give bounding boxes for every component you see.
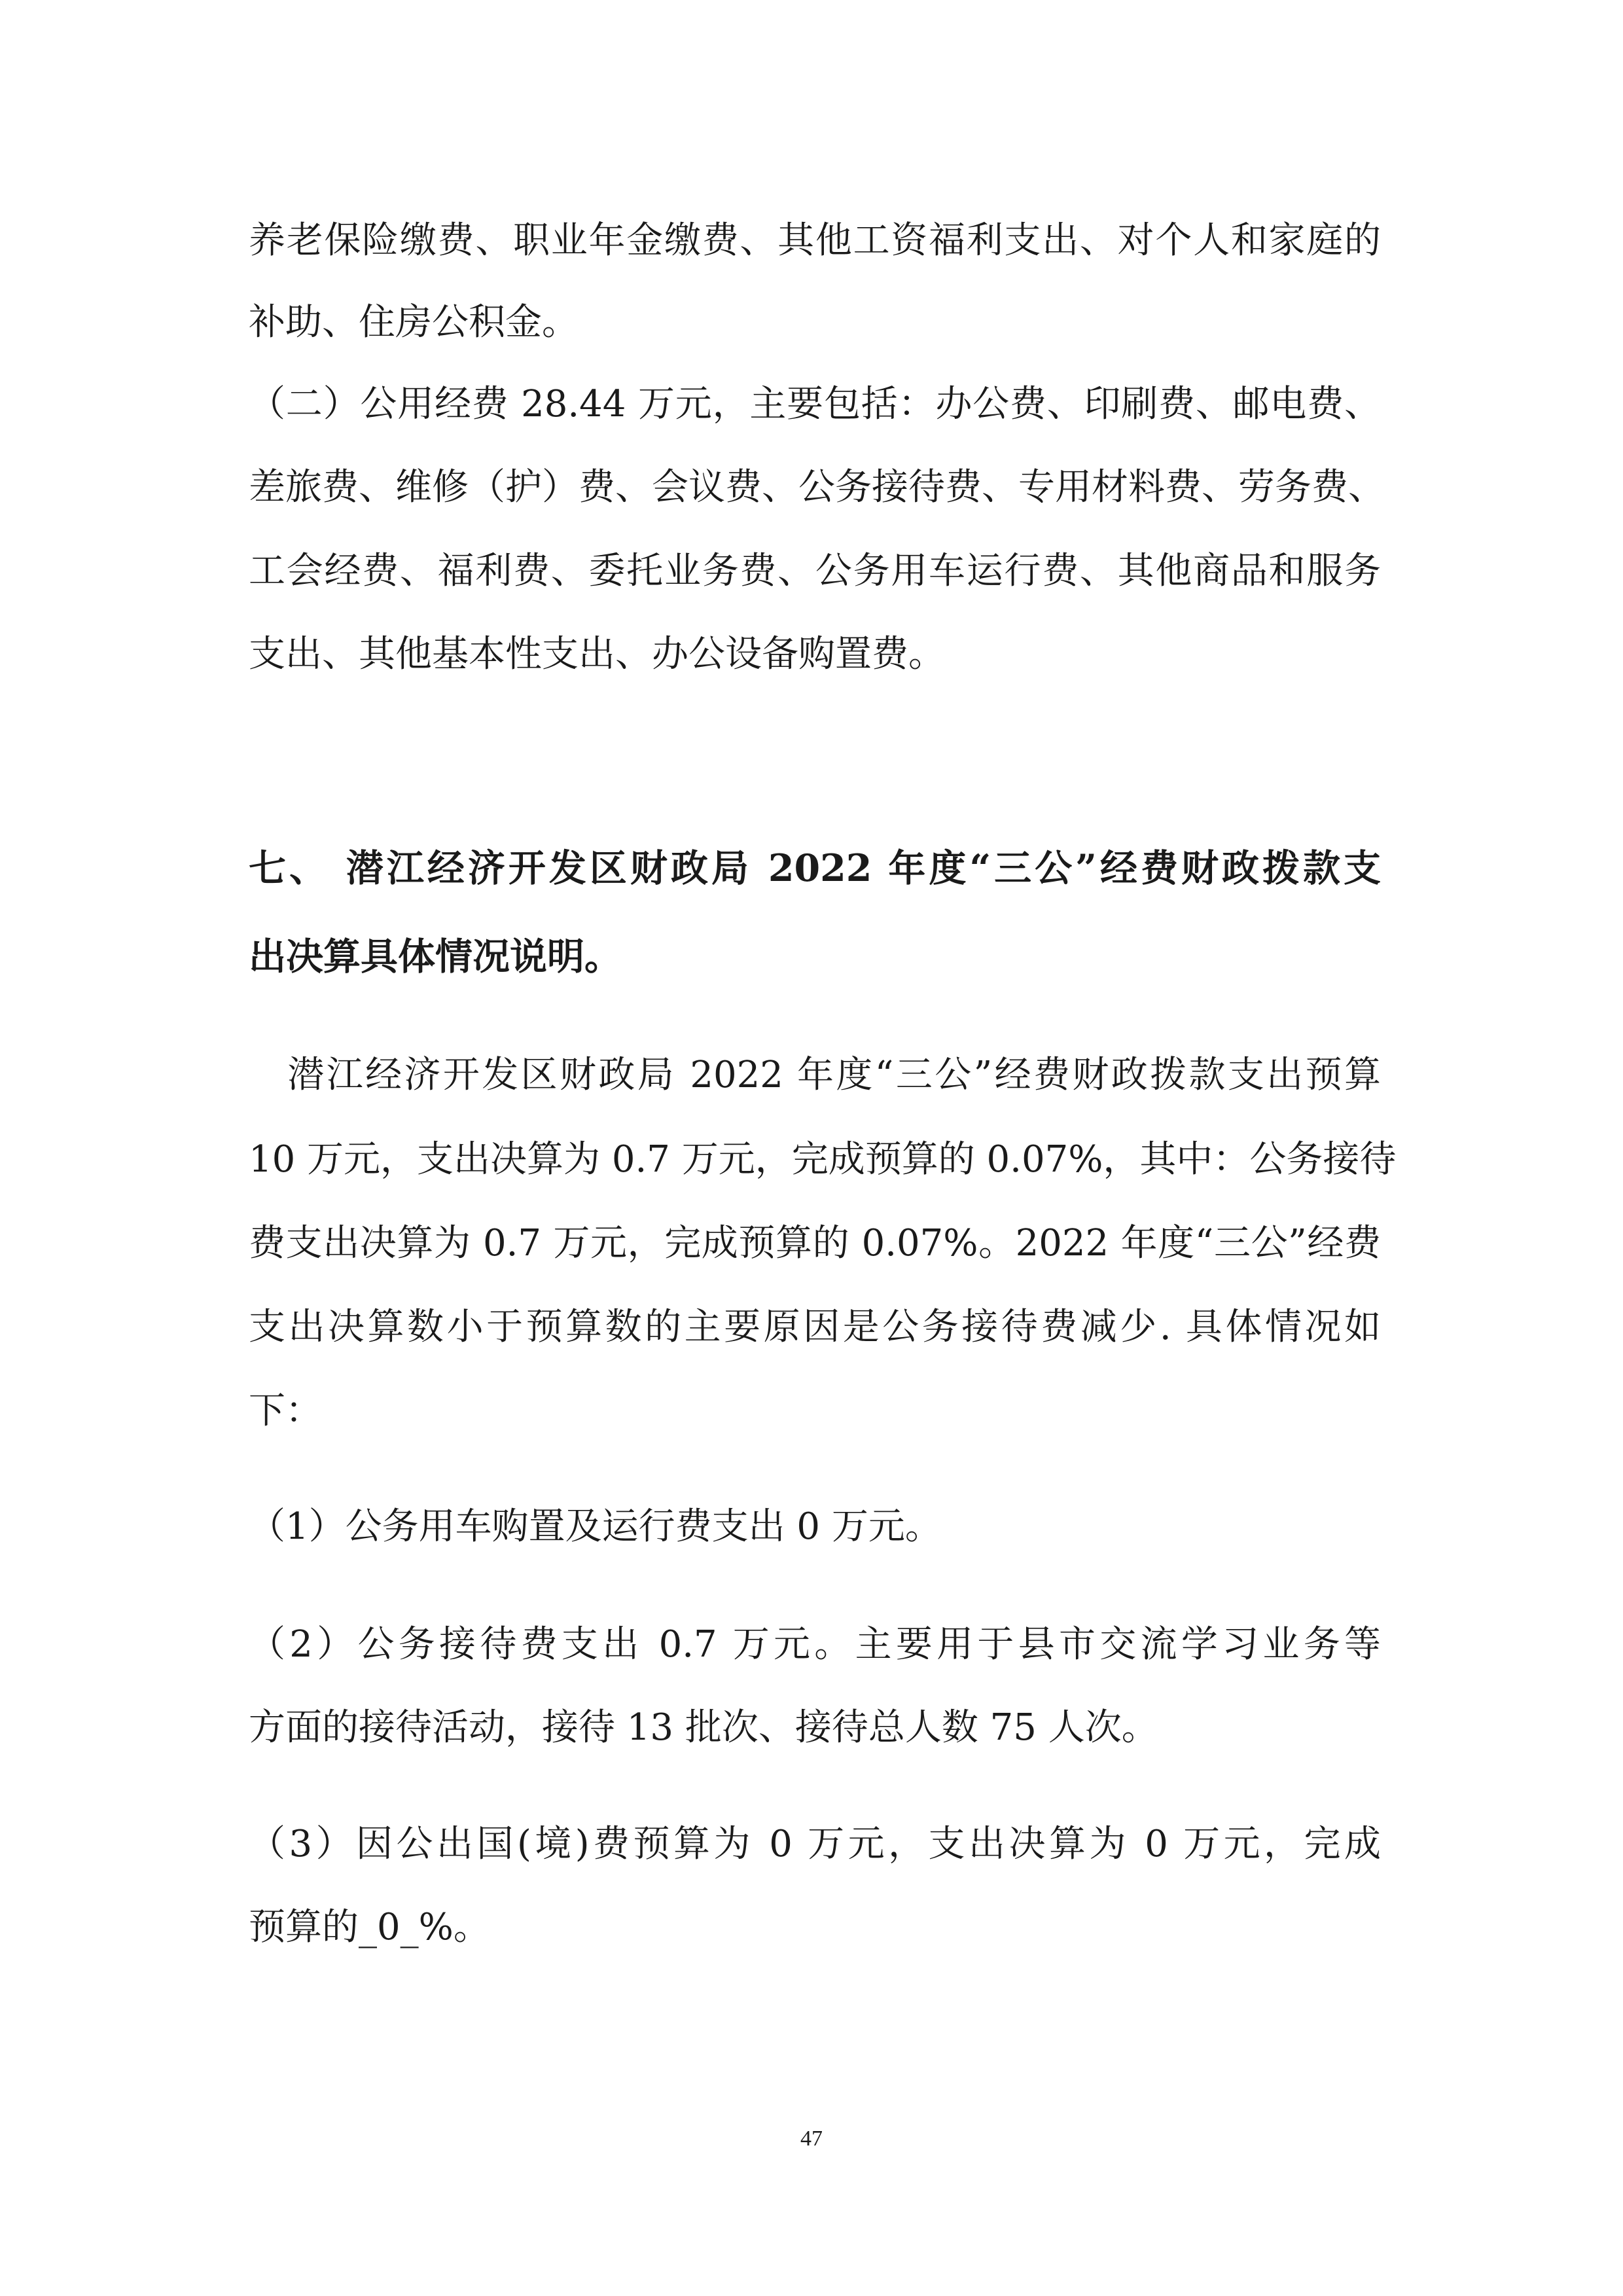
summary-line-5: 下： <box>249 1390 322 1432</box>
public-expenses-line-4: 支出、其他基本性支出、办公设备购置费。 <box>249 633 945 675</box>
intro-line-2: 补助、住房公积金。 <box>249 301 579 344</box>
public-expenses-line-2: 差旅费、维修（护）费、会议费、公务接待费、专用材料费、劳务费、 <box>249 466 1385 509</box>
section-heading-line-2: 出决算具体情况说明。 <box>249 935 622 978</box>
public-expenses-line-1: （二）公用经费 28.44 万元，主要包括：办公费、印刷费、邮电费、 <box>249 383 1381 425</box>
section-heading-line-1: 七、 潜江经济开发区财政局 2022 年度“三公”经费财政拨款支 <box>249 846 1381 890</box>
public-expenses-line-3: 工会经费、福利费、委托业务费、公务用车运行费、其他商品和服务 <box>249 550 1381 592</box>
item3-line-1: （3）因公出国(境)费预算为 0 万元，支出决算为 0 万元，完成 <box>249 1823 1381 1865</box>
page-number: 47 <box>800 2126 823 2151</box>
item1-line-1: （1）公务用车购置及运行费支出 0 万元。 <box>249 1505 942 1548</box>
item2-line-2: 方面的接待活动，接待 13 批次、接待总人数 75 人次。 <box>249 1706 1158 1749</box>
item2-line-1: （2）公务接待费支出 0.7 万元。主要用于县市交流学习业务等 <box>249 1623 1381 1666</box>
summary-line-4: 支出决算数小于预算数的主要原因是公务接待费减少. 具体情况如 <box>249 1306 1381 1348</box>
summary-line-2: 10 万元，支出决算为 0.7 万元，完成预算的 0.07%，其中：公务接待 <box>249 1138 1397 1181</box>
summary-line-3: 费支出决算为 0.7 万元，完成预算的 0.07%。2022 年度“三公”经费 <box>249 1222 1381 1265</box>
summary-line-1: 潜江经济开发区财政局 2022 年度“三公”经费财政拨款支出预算 <box>249 1054 1381 1096</box>
intro-line-1: 养老保险缴费、职业年金缴费、其他工资福利支出、对个人和家庭的 <box>249 219 1381 262</box>
item3-line-2: 预算的_0_%。 <box>249 1906 490 1948</box>
